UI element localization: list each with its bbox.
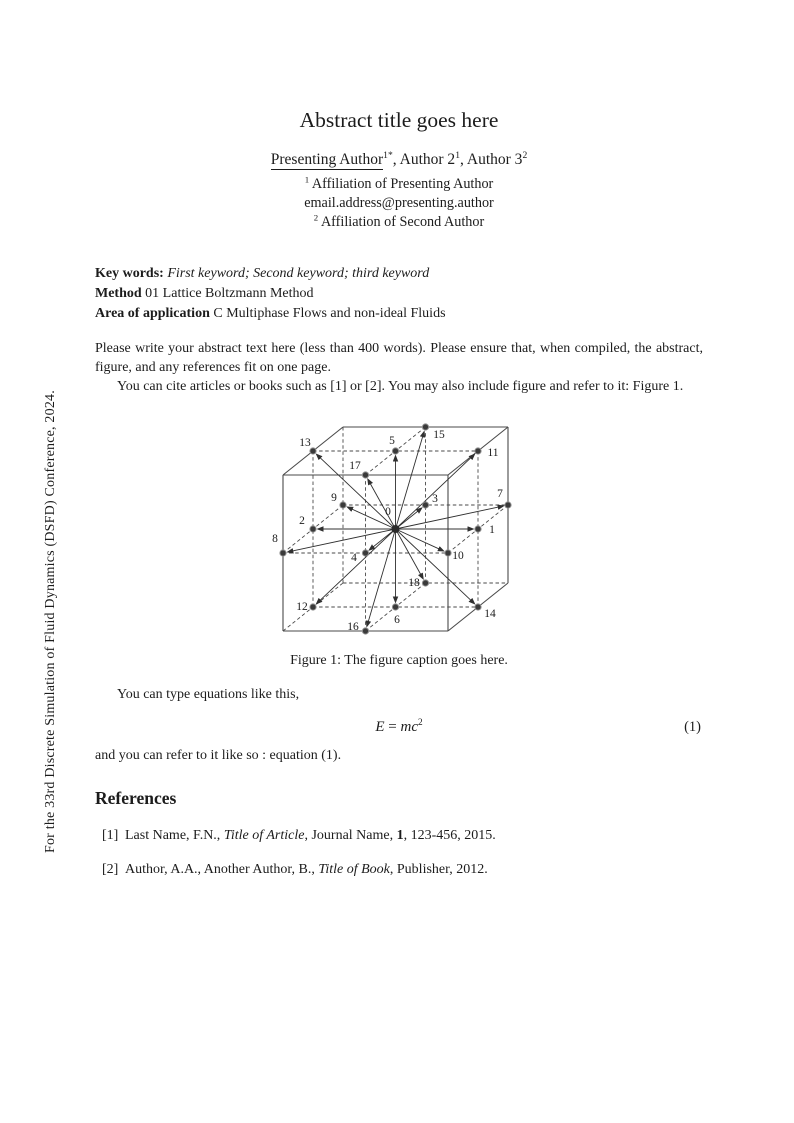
keywords-value: First keyword; Second keyword; third keyword (167, 266, 430, 281)
meta-block (95, 264, 703, 325)
author-name: Presenting Author (270, 151, 384, 168)
equation (95, 719, 703, 736)
area-value: C Multiphase Flows and non-ideal Fluids (213, 306, 446, 322)
abstract-body (95, 339, 703, 397)
svg-text:0: 0 (385, 506, 391, 518)
affiliation-block (95, 175, 703, 231)
margin-conference-note: For the 33rd Discrete Simulation of Fluid Dynamics (DSFD) Conference, 2024. (43, 390, 58, 853)
author-name: Author 2 (399, 151, 456, 168)
svg-text:11: 11 (487, 447, 499, 459)
area-label: Area of application (95, 306, 210, 322)
method-label: Method (95, 286, 142, 302)
reference-label: [1] (102, 828, 119, 843)
svg-text:10: 10 (452, 550, 464, 562)
equation-row (95, 719, 703, 736)
svg-text:9: 9 (331, 492, 337, 504)
reference-text: Last Name, F.N., Title of Article, Journal Name, 1, 123-456, 2015. (125, 828, 496, 843)
svg-text:4: 4 (351, 552, 357, 564)
equation-rel: = (388, 719, 397, 735)
equation-outro-text: and you can refer to it like so : equation (1). (95, 748, 342, 763)
svg-text:15: 15 (433, 429, 445, 441)
svg-text:16: 16 (347, 621, 359, 633)
reference-item (95, 860, 703, 879)
svg-text:8: 8 (272, 533, 278, 545)
method-line (95, 284, 703, 304)
equation-lhs: E (375, 719, 385, 735)
svg-text:13: 13 (299, 437, 311, 449)
keywords-label: Key words: (95, 266, 164, 281)
affiliation-line: $^1$ Affiliation of Presenting Author (304, 174, 494, 192)
svg-text:7: 7 (497, 488, 503, 500)
svg-text:17: 17 (349, 460, 361, 472)
svg-text:14: 14 (484, 608, 496, 620)
equation-exponent: 2 (417, 718, 423, 728)
references-list (95, 826, 703, 894)
abstract-paragraph-2: You can cite articles or books such as [1] or [2]. You may also include figure and refer to it: Figure 1. (117, 379, 684, 395)
svg-text:6: 6 (394, 614, 400, 626)
area-line (95, 304, 703, 324)
paper-title: Abstract title goes here (299, 108, 499, 132)
equation-number: (1) (684, 719, 701, 735)
author-name: Author 3 (466, 151, 523, 168)
reference-text: Author, A.A., Another Author, B., Title of Book, Publisher, 2012. (125, 862, 488, 877)
equation-intro-text: You can type equations like this, (117, 687, 300, 702)
author-line: Presenting Author$^{1*}$, Author $2^1$, Author $3^2$ (270, 149, 528, 168)
equation-rhs: mc (400, 719, 418, 735)
svg-text:1: 1 (489, 524, 495, 536)
affiliation-line: $^2$ Affiliation of Second Author (313, 211, 485, 230)
figure-caption: Figure 1: The figure caption goes here. (290, 653, 508, 668)
svg-text:12: 12 (296, 601, 308, 613)
svg-text:2: 2 (299, 515, 305, 527)
references-heading: References (95, 788, 177, 808)
reference-label: [2] (102, 862, 119, 877)
method-value: 01 Lattice Boltzmann Method (145, 286, 314, 302)
reference-item (95, 826, 703, 845)
keywords-line (95, 264, 703, 284)
abstract-paragraph-1: Please write your abstract text here (less than 400 words). Please ensure that, when compiled, the abstract, figure, and any references fit on one page. (95, 341, 703, 376)
svg-text:3: 3 (432, 493, 438, 505)
svg-text:5: 5 (389, 435, 395, 447)
affiliation-line: email.address@presenting.author (304, 194, 494, 211)
svg-text:18: 18 (408, 577, 420, 589)
